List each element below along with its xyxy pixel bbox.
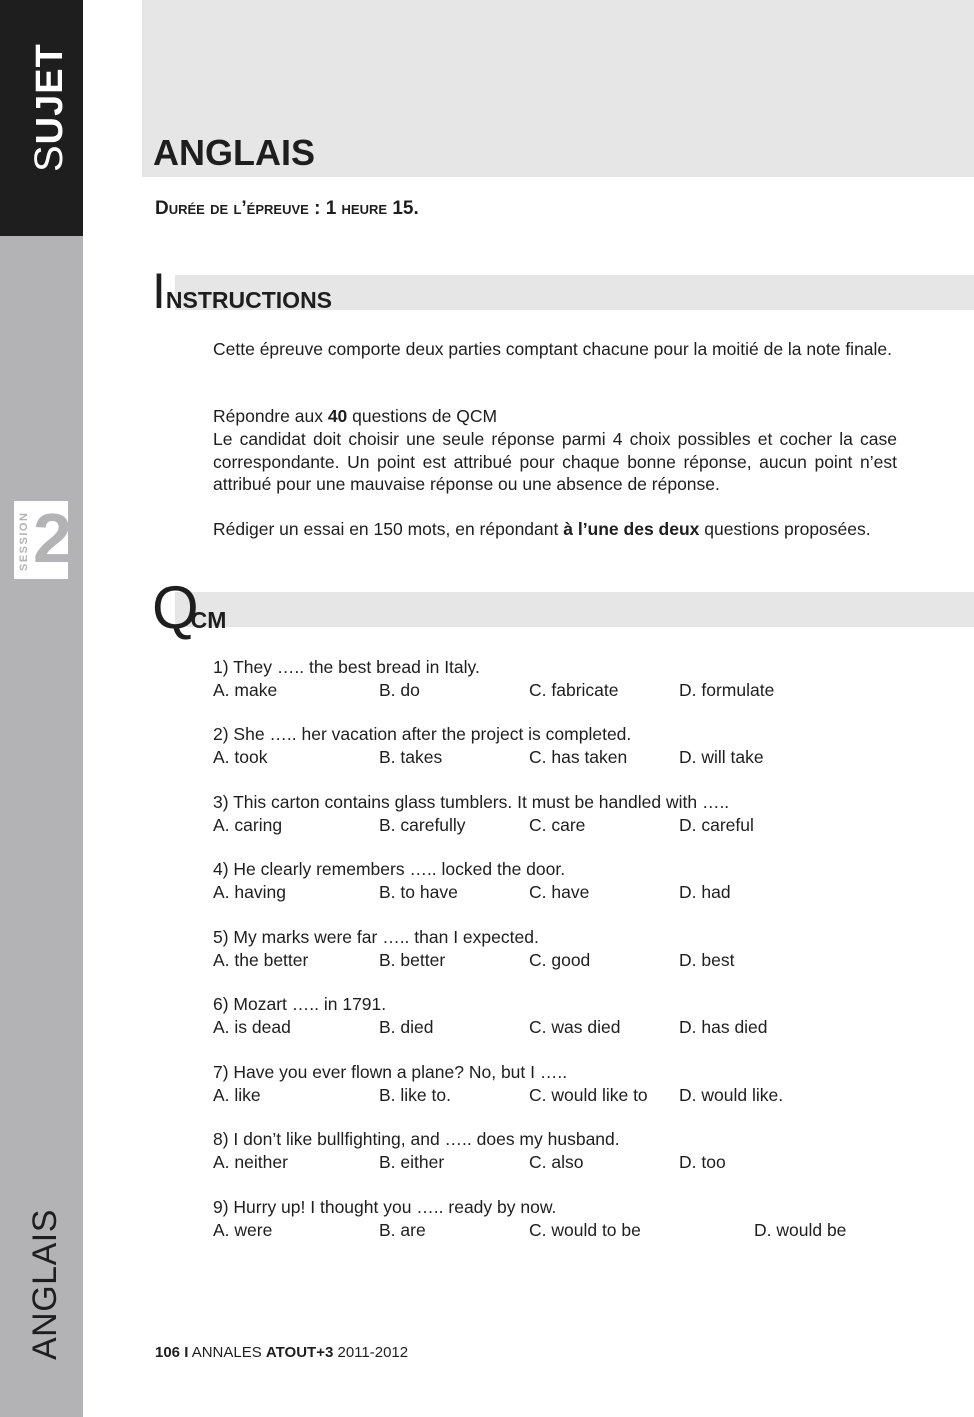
sujet-label-first: S [27, 144, 71, 172]
option-c: C. was died [529, 1016, 621, 1037]
question-3 [213, 791, 933, 836]
session-number: 2 [33, 499, 72, 577]
sujet-label [27, 43, 72, 172]
question-4 [213, 858, 933, 903]
option-b: B. died [379, 1016, 434, 1037]
instructions-p4-rest: questions proposées. [699, 519, 871, 539]
option-d: D. would like. [679, 1084, 784, 1105]
option-d: D. would be [754, 1219, 847, 1240]
sujet-label-rest: UJET [29, 43, 71, 145]
option-c: C. care [529, 814, 586, 835]
instructions-heading [152, 263, 333, 319]
option-b: B. do [379, 679, 420, 700]
instructions-p2-text: Répondre aux [213, 406, 328, 426]
question-8 [213, 1128, 933, 1173]
question-stem: 2) She ….. her vacation after the project is completed. [213, 724, 632, 744]
instructions-paragraph-1: Cette épreuve comporte deux parties comptant chacune pour la moitié de la note finale. [213, 339, 893, 359]
footer-years: 2011-2012 [337, 1344, 409, 1361]
option-c: C. have [529, 881, 590, 902]
question-stem: 1) They ….. the best bread in Italy. [213, 657, 480, 677]
instructions-heading-rest: NSTRUCTIONS [165, 287, 333, 313]
footer-separator: I [184, 1344, 189, 1361]
option-a: A. took [213, 746, 268, 767]
qcm-heading [152, 574, 227, 641]
question-2 [213, 723, 933, 768]
option-b: B. carefully [379, 814, 466, 835]
option-b: B. takes [379, 746, 443, 767]
session-label: SESSION [18, 511, 30, 571]
footer-brand: ATOUT+3 [265, 1344, 334, 1361]
session-badge [14, 499, 72, 579]
option-d: D. careful [679, 814, 754, 835]
question-5 [213, 926, 933, 971]
option-b: B. like to. [379, 1084, 451, 1105]
question-7 [213, 1061, 933, 1106]
question-9 [213, 1196, 933, 1241]
qcm-heading-initial: Q [152, 574, 199, 641]
option-a: A. like [213, 1084, 261, 1105]
option-a: A. having [213, 881, 286, 902]
exam-duration: Durée de l’épreuve : 1 heure 15. [155, 198, 419, 219]
question-stem: 7) Have you ever flown a plane? No, but I ….. [213, 1062, 568, 1082]
question-stem: 9) Hurry up! I thought you ….. ready by now. [213, 1197, 557, 1217]
option-d: D. will take [679, 746, 764, 767]
option-b: B. either [379, 1151, 445, 1172]
option-d: D. too [679, 1151, 726, 1172]
option-a: A. were [213, 1219, 273, 1240]
instructions-paragraph-3: Le candidat doit choisir une seule réponse parmi 4 choix possibles et cocher la case correspondante. Un point est attribué pour chaque bonne réponse, aucun point n’est attribué pour une mauvaise réponse ou une absence de réponse. [213, 429, 897, 494]
option-c: C. has taken [529, 746, 628, 767]
option-d: D. has died [679, 1016, 768, 1037]
question-1 [213, 656, 933, 701]
question-stem: 3) This carton contains glass tumblers. It must be handled with ….. [213, 792, 730, 812]
instructions-p4-bold: à l’une des deux [563, 519, 700, 539]
instructions-paragraph-2 [213, 405, 897, 428]
instructions-paragraph-4 [213, 518, 897, 541]
subject-side-label: ANGLAIS [26, 1209, 64, 1360]
question-stem: 5) My marks were far ….. than I expected. [213, 927, 539, 947]
option-d: D. best [679, 949, 735, 970]
question-stem: 8) I don’t like bullfighting, and ….. does my husband. [213, 1129, 620, 1149]
qcm-heading-band [175, 592, 974, 627]
option-d: D. had [679, 881, 731, 902]
option-c: C. would to be [529, 1219, 641, 1240]
question-stem: 4) He clearly remembers ….. locked the door. [213, 859, 566, 879]
option-a: A. caring [213, 814, 283, 835]
option-b: B. better [379, 949, 446, 970]
option-c: C. would like to [529, 1084, 648, 1105]
option-d: D. formulate [679, 679, 775, 700]
instructions-p4-text: Rédiger un essai en 150 mots, en répondant [213, 519, 564, 539]
option-c: C. fabricate [529, 679, 619, 700]
option-c: C. good [529, 949, 591, 970]
page-number: 106 [155, 1344, 181, 1361]
option-b: B. to have [379, 881, 458, 902]
page-title: ANGLAIS [153, 132, 315, 173]
option-b: B. are [379, 1219, 426, 1240]
option-a: A. neither [213, 1151, 288, 1172]
page-footer [155, 1344, 408, 1361]
instructions-p2-rest: questions de QCM [347, 406, 498, 426]
option-c: C. also [529, 1151, 584, 1172]
option-a: A. the better [213, 949, 309, 970]
instructions-p2-bold: 40 [327, 406, 348, 426]
option-a: A. make [213, 679, 278, 700]
instructions-heading-initial: I [152, 263, 166, 319]
option-a: A. is dead [213, 1016, 291, 1037]
footer-annales: ANNALES [191, 1344, 262, 1361]
qcm-heading-rest: CM [190, 607, 227, 633]
question-6 [213, 993, 933, 1038]
question-stem: 6) Mozart ….. in 1791. [213, 994, 387, 1014]
